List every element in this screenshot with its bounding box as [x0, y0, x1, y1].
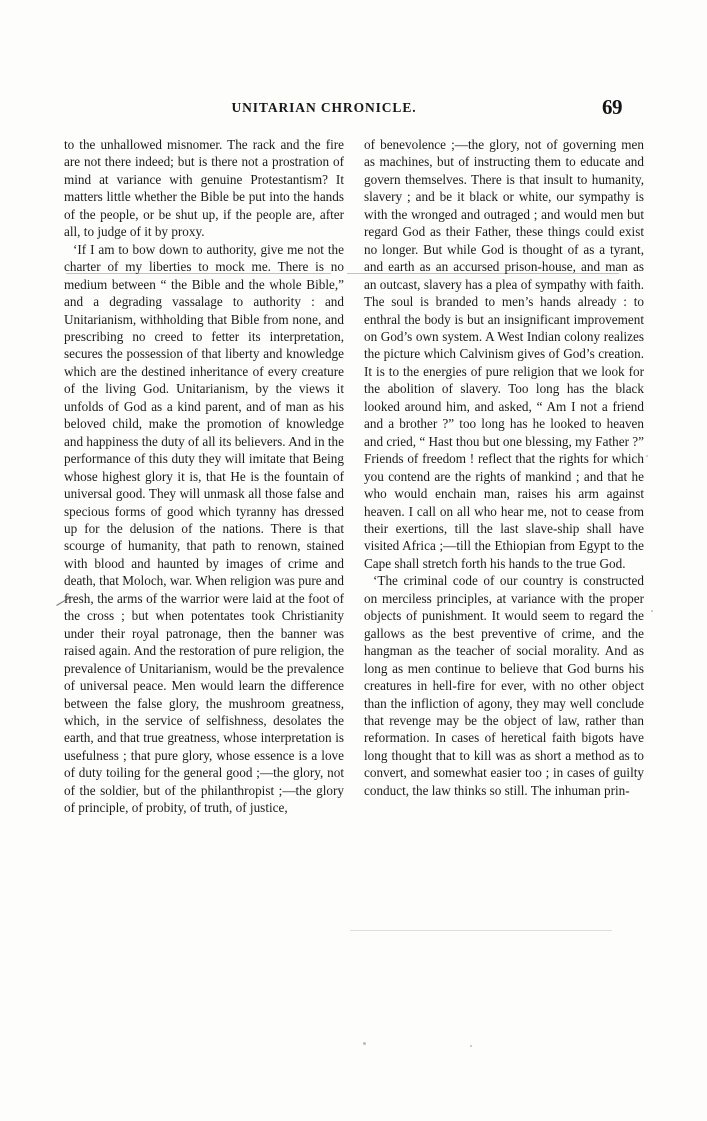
paragraph: to the unhallowed misnomer. The rack and the fire are not there indeed; but is there not a prostration of mind at variance with genuine Protestantism? It matters little whether the Bible be put into the hands of the people, or be shut up, if the people are, after all, to judge of it by proxy.	[64, 137, 344, 240]
right-column	[364, 136, 644, 817]
text-columns	[64, 136, 644, 817]
scan-speck	[651, 610, 653, 612]
left-column	[64, 136, 344, 817]
paragraph: ‘The criminal code of our country is constructed on merciless principles, at variance with the proper objects of punishment. It would seem to regard the gallows as the best preventive of crime, and the hangman as the teacher of social morality. And as long as men continue to believe that God burns his creatures in hell-fire for ever, with no other object than the infliction of agony, they may well conclude that revenge may be the object of law, rather than reformation. In cases of heretical faith bigots have long thought that to kill was as short a method as to convert, and somewhat easier too ; in cases of guilty conduct, the law thinks so still. The inhuman prin-	[364, 573, 644, 798]
scan-speck	[470, 1045, 472, 1047]
running-head	[64, 95, 644, 126]
scan-artifact-line	[350, 930, 612, 931]
paragraph: of benevolence ;—the glory, not of governing men as machines, but of instructing them to educate and govern themselves. There is that insult to humanity, slavery ; and be it black or white, our sympathy is with the wronged and outraged ; and would men but regard God as their Father, these things could exist no longer. But while God is thought of as a tyrant, and earth as an accursed prison-house, and man as an outcast, slavery has a plea of sympathy with faith. The soul is branded to men’s hands already : to enthral the body is but an insignificant improvement on God’s own system. A West Indian colony realizes the picture which Calvinism gives of God’s creation. It is to the energies of pure religion that we look for the abolition of slavery. Too long has the black looked around him, and asked, “ Am I not a friend and a brother ?” too long has he looked to heaven and cried, “ Hast thou but one blessing, my Father ?” Friends of freedom ! reflect that the rights for which you contend are the rights of mankind ; and that he who would enchain man, raises his arm against heaven. I call on all who hear me, not to cease from their exertions, till the last slave-ship shall have visited Africa ;—till the Ethiopian from Egypt to the Cape shall stretch forth his hands to the true God.	[364, 137, 644, 571]
page-number: 69	[602, 95, 622, 119]
paragraph: ‘If I am to bow down to authority, give me not the charter of my liberties to mock me. There is no medium between “ the Bible and the whole Bible,” and a degrading vassalage to authority : and Unitarianism, withholding that Bible from none, and prescribing no creed to fetter its interpretation, secures the possession of that liberty and knowledge which are the destined inheritance of every creature of the living God. Unitarianism, by the views it unfolds of God as a kind parent, and of man as his beloved child, make the promotion of knowledge and happiness the duty of all its believers. And in the performance of this duty they will imitate that Being whose highest glory it is, that He is the fountain of universal good. They will unmask all those false and specious forms of good which tyranny has dressed up for the delusion of the nations. There is that scourge of humanity, that path to renown, stained with blood and haunted by images of crime and death, that Moloch, war. When religion was pure and fresh, the arms of the warrior were laid at the foot of the cross ; but when potentates took Christianity under their royal patronage, then the banner was raised again. And the restoration of pure religion, the prevalence of Unitarianism, would be the prevalence of universal peace. Men would learn the difference between the false glory, the mushroom greatness, which, in the service of selfishness, desolates the earth, and that true greatness, whose interpretation is usefulness ; that pure glory, whose essence is a love of duty toiling for the general good ;—the glory, not of the soldier, but of the philanthropist ;—the glory of principle, of probity, of truth, of justice,	[64, 241, 344, 816]
scan-speck	[646, 455, 648, 457]
running-head-title: UNITARIAN CHRONICLE.	[231, 100, 417, 115]
scan-speck	[363, 1042, 366, 1045]
